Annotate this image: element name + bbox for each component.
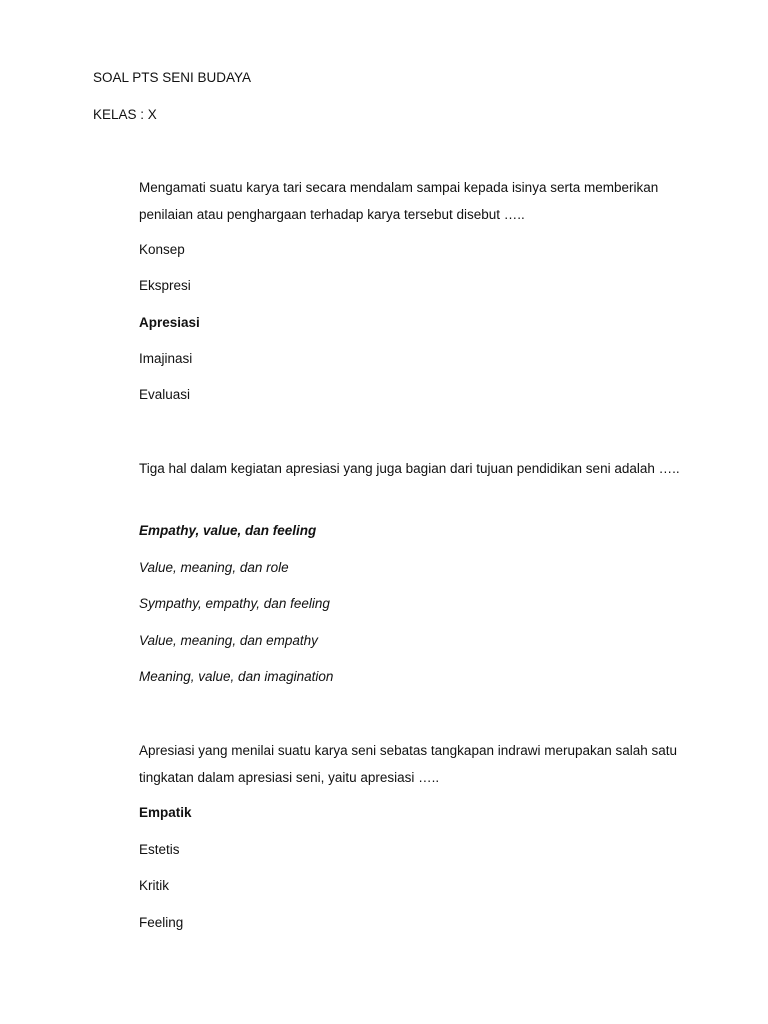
question-text: Apresiasi yang menilai suatu karya seni sebatas tangkapan indrawi merupakan salah satu tingkatan dalam apresiasi seni, yaitu apresiasi ….. [139,743,678,785]
option: Feeling [139,915,184,930]
document-title: SOAL PTS SENI BUDAYA [93,70,252,85]
option: Kritik [139,878,169,893]
question-1 [139,174,699,228]
question-3 [139,737,699,791]
option: Value, meaning, dan empathy [139,633,318,648]
class-label: KELAS : X [93,107,157,122]
option: Konsep [139,242,185,257]
question-text: Tiga hal dalam kegiatan apresiasi yang juga bagian dari tujuan pendidikan seni adalah ….. [139,461,680,476]
option: Sympathy, empathy, dan feeling [139,596,330,611]
option: Imajinasi [139,351,193,366]
option: Evaluasi [139,387,191,402]
option-answer: Apresiasi [139,315,200,330]
option-answer: Empathy, value, dan feeling [139,523,317,538]
option: Value, meaning, dan role [139,560,289,575]
option: Meaning, value, dan imagination [139,669,334,684]
question-text: Mengamati suatu karya tari secara mendalam sampai kepada isinya serta memberikan penilaian atau penghargaan terhadap karya tersebut disebut ….. [139,180,659,222]
option-answer: Empatik [139,805,192,820]
option: Estetis [139,842,180,857]
question-2 [139,455,699,482]
option: Ekspresi [139,278,191,293]
